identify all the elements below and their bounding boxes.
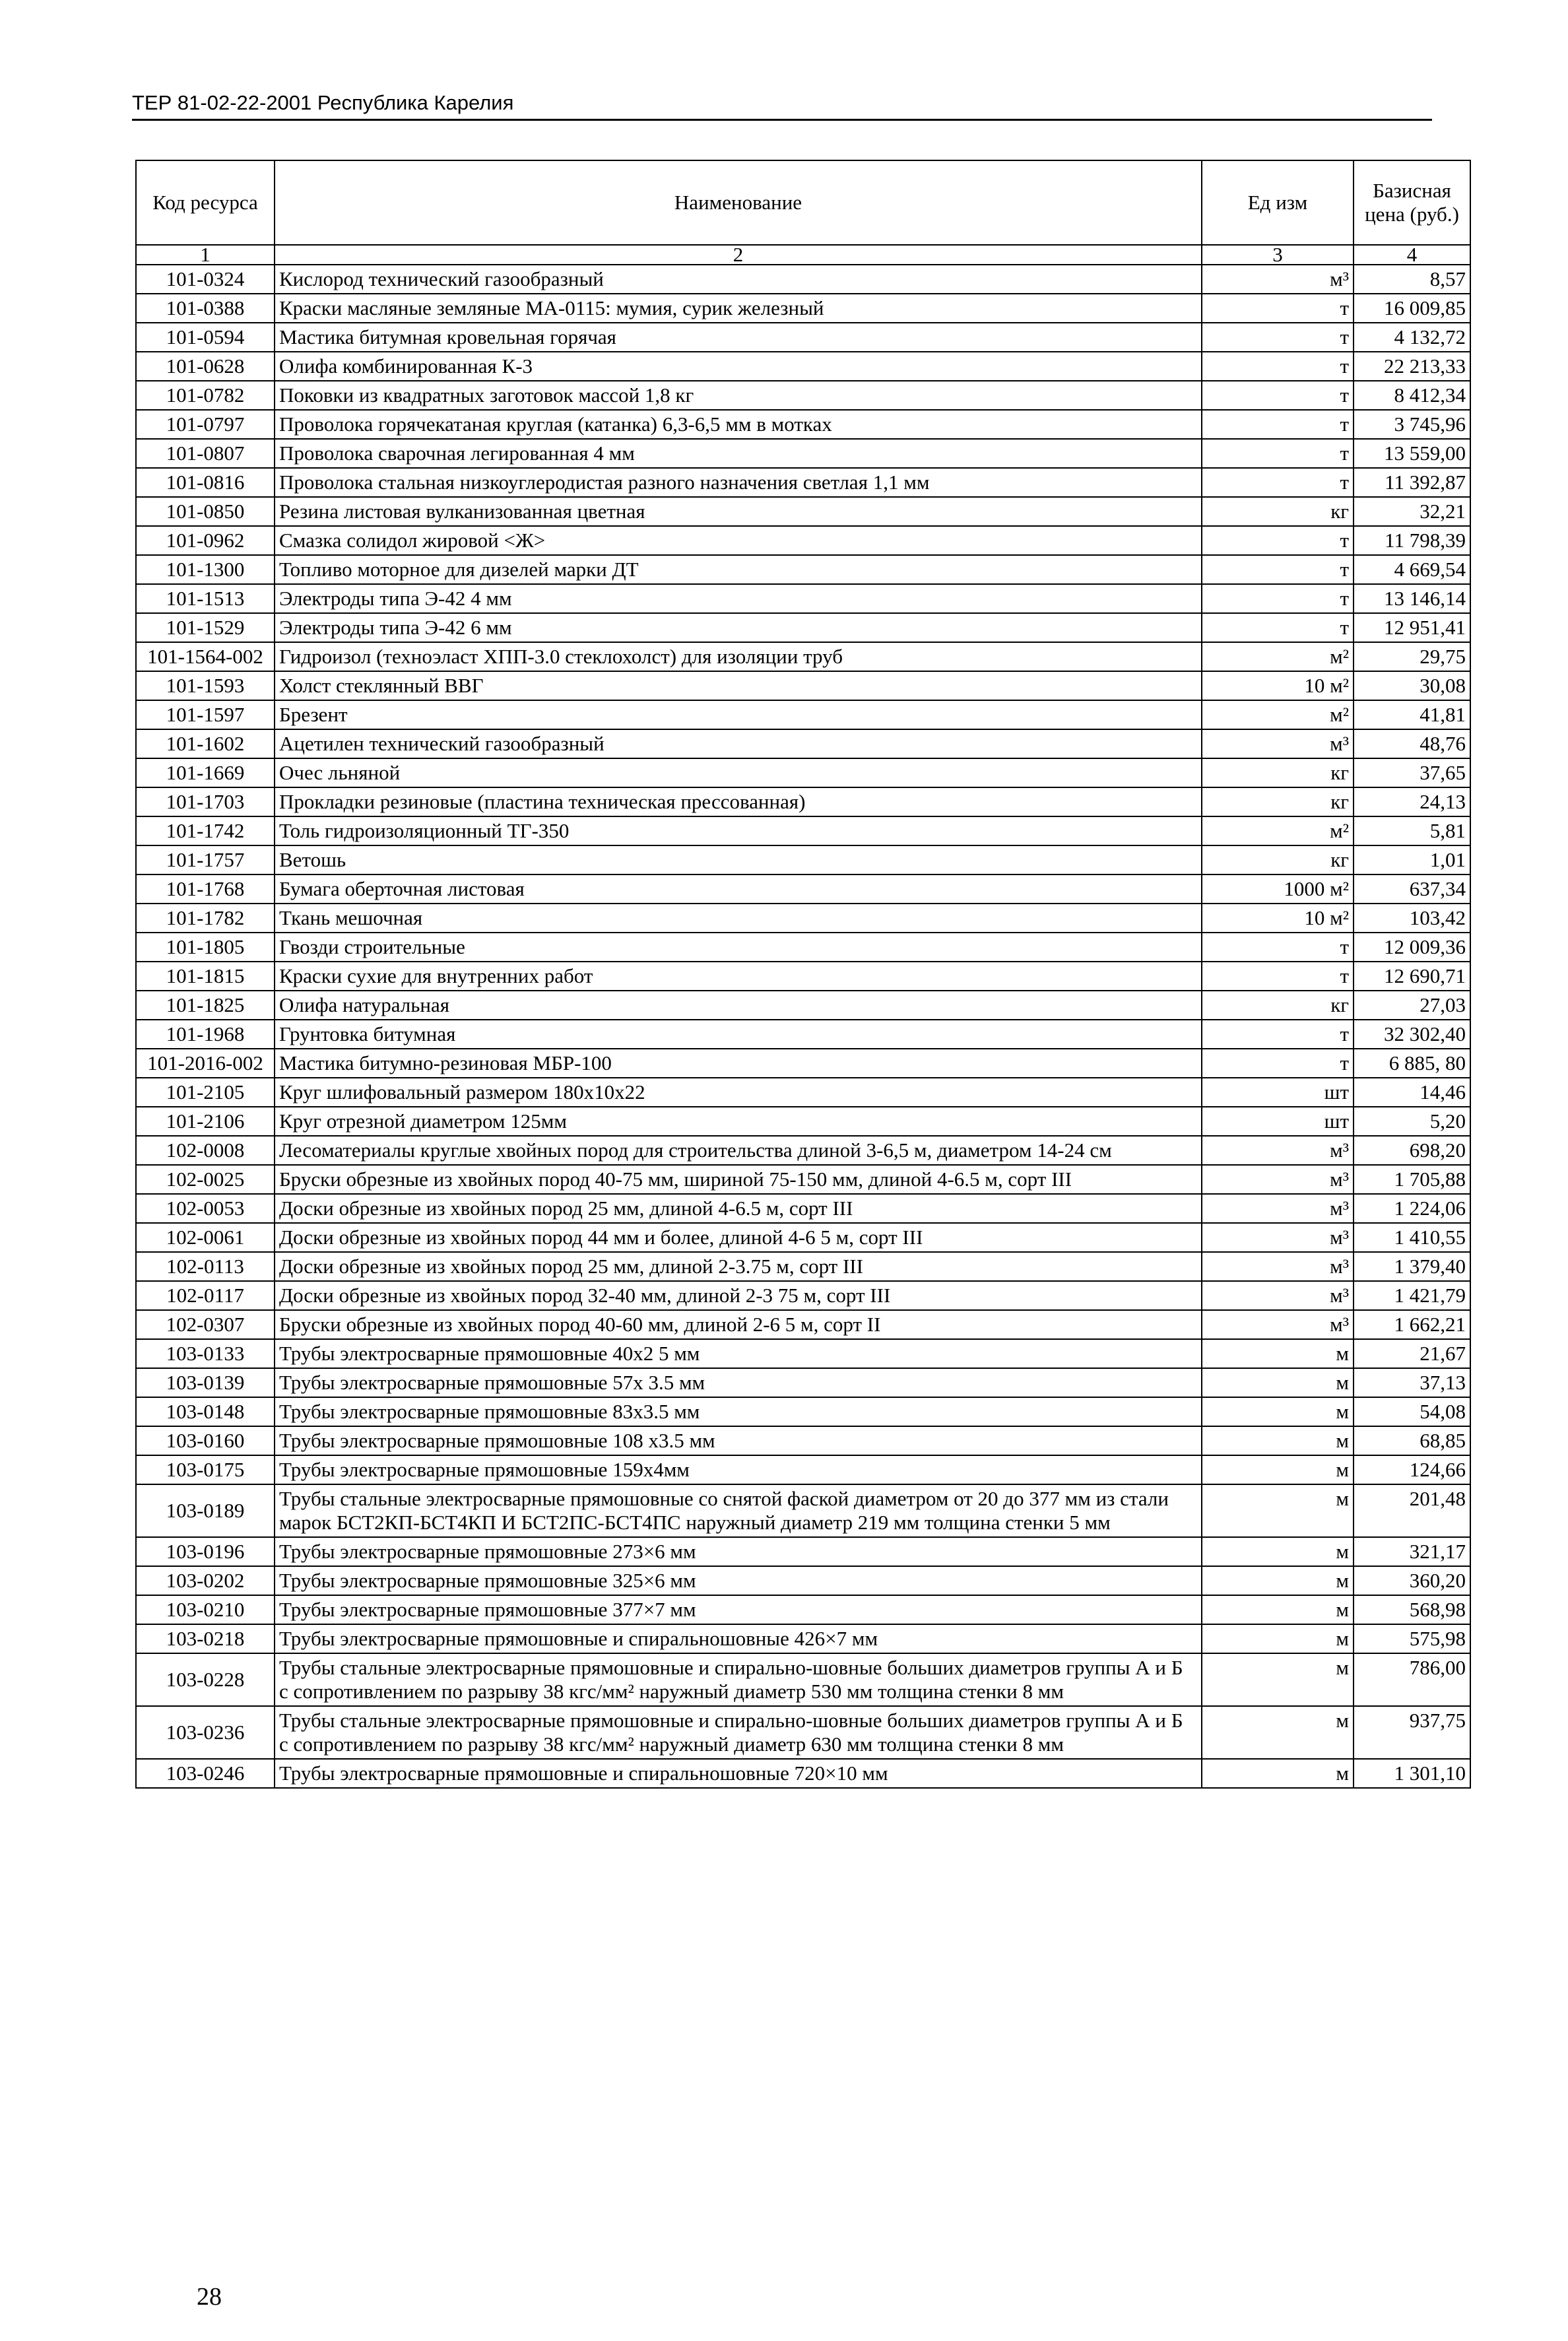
resource-name: Бумага оберточная листовая: [275, 874, 1202, 904]
table-row: [136, 1537, 1470, 1566]
resource-code: 101-1669: [136, 758, 275, 787]
resource-code: 101-0324: [136, 265, 275, 294]
table-row: [136, 1339, 1470, 1368]
resource-unit: т: [1202, 1049, 1354, 1078]
resource-code: 101-1757: [136, 845, 275, 874]
table-row: [136, 1049, 1470, 1078]
resource-code: 101-1593: [136, 671, 275, 700]
resource-name: Бруски обрезные из хвойных пород 40-75 мм, шириной 75-150 мм, длиной 4-6.5 м, сорт III: [275, 1165, 1202, 1194]
resource-unit: кг: [1202, 991, 1354, 1020]
resource-unit: м²: [1202, 642, 1354, 671]
table-row: [136, 497, 1470, 526]
resource-price: 21,67: [1354, 1339, 1470, 1368]
resource-code: 101-1742: [136, 816, 275, 845]
resource-name: Доски обрезные из хвойных пород 25 мм, длиной 4-6.5 м, сорт III: [275, 1194, 1202, 1223]
resource-code: 101-0628: [136, 352, 275, 381]
resource-name: Трубы электросварные прямошовные 83x3.5 мм: [275, 1397, 1202, 1426]
resource-price: 575,98: [1354, 1624, 1470, 1653]
resource-code: 103-0175: [136, 1455, 275, 1484]
resource-price: 1,01: [1354, 845, 1470, 874]
resource-code: 101-0850: [136, 497, 275, 526]
resource-code: 103-0236: [136, 1706, 275, 1759]
resource-price: 637,34: [1354, 874, 1470, 904]
resource-unit: т: [1202, 352, 1354, 381]
table-row: [136, 1566, 1470, 1595]
resource-unit: м: [1202, 1484, 1354, 1537]
table-row: [136, 265, 1470, 294]
table-row: [136, 1759, 1470, 1788]
column-number: 1: [136, 245, 275, 265]
resource-price: 698,20: [1354, 1136, 1470, 1165]
resource-name: Краски масляные земляные МА-0115: мумия, сурик железный: [275, 294, 1202, 323]
resource-code: 102-0113: [136, 1252, 275, 1281]
page-number: 28: [197, 2283, 222, 2311]
resource-code: 101-0816: [136, 468, 275, 497]
table-row: [136, 1020, 1470, 1049]
table-row: [136, 468, 1470, 497]
table-row: [136, 933, 1470, 962]
resource-price: 1 421,79: [1354, 1281, 1470, 1310]
resource-code: 101-1825: [136, 991, 275, 1020]
resource-name: Смазка солидол жировой <Ж>: [275, 526, 1202, 555]
resource-unit: т: [1202, 439, 1354, 468]
table-row: [136, 758, 1470, 787]
column-number: 2: [275, 245, 1202, 265]
resource-unit: т: [1202, 613, 1354, 642]
resource-name: Топливо моторное для дизелей марки ДТ: [275, 555, 1202, 584]
table-row: [136, 729, 1470, 758]
resource-code: 103-0246: [136, 1759, 275, 1788]
resource-name: Мастика битумно-резиновая МБР-100: [275, 1049, 1202, 1078]
table-row: [136, 555, 1470, 584]
table-row: [136, 787, 1470, 816]
resource-unit: кг: [1202, 787, 1354, 816]
resource-code: 102-0053: [136, 1194, 275, 1223]
resource-name: Электроды типа Э-42 4 мм: [275, 584, 1202, 613]
resource-name: Трубы электросварные прямошовные 325×6 мм: [275, 1566, 1202, 1595]
resource-code: 103-0218: [136, 1624, 275, 1653]
table-row: [136, 1484, 1470, 1537]
resource-name: Прокладки резиновые (пластина техническая прессованная): [275, 787, 1202, 816]
resource-name: Проволока горячекатаная круглая (катанка) 6,3-6,5 мм в мотках: [275, 410, 1202, 439]
resource-name: Проволока сварочная легированная 4 мм: [275, 439, 1202, 468]
resource-name: Олифа натуральная: [275, 991, 1202, 1020]
resource-price: 41,81: [1354, 700, 1470, 729]
table-row: [136, 1194, 1470, 1223]
resource-code: 101-1602: [136, 729, 275, 758]
table-row: [136, 381, 1470, 410]
column-header-price: Базисная цена (руб.): [1354, 160, 1470, 245]
resource-unit: т: [1202, 584, 1354, 613]
resource-unit: шт: [1202, 1078, 1354, 1107]
resource-code: 103-0196: [136, 1537, 275, 1566]
resource-price: 786,00: [1354, 1653, 1470, 1706]
resource-code: 101-0594: [136, 323, 275, 352]
resource-code: 101-1529: [136, 613, 275, 642]
resource-name: Резина листовая вулканизованная цветная: [275, 497, 1202, 526]
resource-code: 102-0025: [136, 1165, 275, 1194]
resource-name: Доски обрезные из хвойных пород 25 мм, длиной 2-3.75 м, сорт III: [275, 1252, 1202, 1281]
resource-code: 101-1815: [136, 962, 275, 991]
resource-unit: 10 м²: [1202, 904, 1354, 933]
resource-code: 103-0189: [136, 1484, 275, 1537]
resource-unit: м²: [1202, 816, 1354, 845]
resource-code: 101-1805: [136, 933, 275, 962]
resource-unit: м: [1202, 1566, 1354, 1595]
table-row: [136, 1078, 1470, 1107]
resource-price: 12 951,41: [1354, 613, 1470, 642]
resource-price: 124,66: [1354, 1455, 1470, 1484]
resource-unit: м: [1202, 1653, 1354, 1706]
resource-code: 103-0148: [136, 1397, 275, 1426]
resource-code: 102-0117: [136, 1281, 275, 1310]
resource-name: Трубы стальные электросварные прямошовные и спирально-шовные больших диаметров группы А и Б с сопротивлением по разрыву 38 кгс/мм² наружный диаметр 530 мм толщина стенки 8 мм: [275, 1653, 1202, 1706]
resource-name: Толь гидроизоляционный ТГ-350: [275, 816, 1202, 845]
resource-name: Ветошь: [275, 845, 1202, 874]
resource-unit: т: [1202, 933, 1354, 962]
resource-unit: м²: [1202, 700, 1354, 729]
resource-code: 101-0807: [136, 439, 275, 468]
table-row: [136, 1455, 1470, 1484]
resource-price: 68,85: [1354, 1426, 1470, 1455]
resource-name: Проволока стальная низкоуглеродистая разного назначения светлая 1,1 мм: [275, 468, 1202, 497]
resource-price: 27,03: [1354, 991, 1470, 1020]
resource-unit: м: [1202, 1537, 1354, 1566]
table-row: [136, 1281, 1470, 1310]
resource-unit: кг: [1202, 497, 1354, 526]
resource-name: Ткань мешочная: [275, 904, 1202, 933]
resource-unit: м³: [1202, 1310, 1354, 1339]
resource-code: 101-1597: [136, 700, 275, 729]
table-row: [136, 642, 1470, 671]
column-header-unit: Ед изм: [1202, 160, 1354, 245]
resource-price: 1 662,21: [1354, 1310, 1470, 1339]
resource-price: 13 146,14: [1354, 584, 1470, 613]
resource-code: 103-0202: [136, 1566, 275, 1595]
resource-price: 37,13: [1354, 1368, 1470, 1397]
resource-price: 13 559,00: [1354, 439, 1470, 468]
resource-name: Поковки из квадратных заготовок массой 1,8 кг: [275, 381, 1202, 410]
resource-price: 24,13: [1354, 787, 1470, 816]
table-row: [136, 1397, 1470, 1426]
resource-price: 201,48: [1354, 1484, 1470, 1537]
resource-name: Гидроизол (техноэласт ХПП-3.0 стеклохолст) для изоляции труб: [275, 642, 1202, 671]
resource-unit: т: [1202, 381, 1354, 410]
resource-code: 101-0797: [136, 410, 275, 439]
table-row: [136, 1595, 1470, 1624]
table-row: [136, 323, 1470, 352]
resource-unit: т: [1202, 555, 1354, 584]
resource-name: Круг отрезной диаметром 125мм: [275, 1107, 1202, 1136]
table-row: [136, 991, 1470, 1020]
table-row: [136, 1310, 1470, 1339]
resource-unit: м: [1202, 1339, 1354, 1368]
resource-unit: м: [1202, 1455, 1354, 1484]
resource-name: Трубы электросварные прямошовные 108 x3.5 мм: [275, 1426, 1202, 1455]
resource-price: 1 379,40: [1354, 1252, 1470, 1281]
resource-name: Лесоматериалы круглые хвойных пород для строительства длиной 3-6,5 м, диаметром 14-24 см: [275, 1136, 1202, 1165]
resource-price: 321,17: [1354, 1537, 1470, 1566]
column-number-row: [136, 245, 1470, 265]
resource-code: 101-2105: [136, 1078, 275, 1107]
table-row: [136, 1706, 1470, 1759]
table-row: [136, 1624, 1470, 1653]
resource-name: Кислород технический газообразный: [275, 265, 1202, 294]
resource-unit: т: [1202, 962, 1354, 991]
resource-price: 8,57: [1354, 265, 1470, 294]
resource-name: Очес льняной: [275, 758, 1202, 787]
table-row: [136, 962, 1470, 991]
resource-price: 1 224,06: [1354, 1194, 1470, 1223]
resource-unit: шт: [1202, 1107, 1354, 1136]
resource-price: 1 705,88: [1354, 1165, 1470, 1194]
resource-price: 4 132,72: [1354, 323, 1470, 352]
table-row: [136, 1653, 1470, 1706]
resource-code: 102-0008: [136, 1136, 275, 1165]
table-row: [136, 613, 1470, 642]
resource-price: 3 745,96: [1354, 410, 1470, 439]
resource-name: Ацетилен технический газообразный: [275, 729, 1202, 758]
resource-price: 12 009,36: [1354, 933, 1470, 962]
table-row: [136, 671, 1470, 700]
resource-unit: м³: [1202, 1281, 1354, 1310]
resource-name: Трубы электросварные прямошовные и спиральношовные 720×10 мм: [275, 1759, 1202, 1788]
resource-name: Гвозди строительные: [275, 933, 1202, 962]
resource-code: 103-0139: [136, 1368, 275, 1397]
resource-name: Электроды типа Э-42 6 мм: [275, 613, 1202, 642]
table-row: [136, 410, 1470, 439]
table-row: [136, 845, 1470, 874]
resource-code: 102-0307: [136, 1310, 275, 1339]
resource-code: 101-1513: [136, 584, 275, 613]
resource-price: 937,75: [1354, 1706, 1470, 1759]
resource-unit: т: [1202, 526, 1354, 555]
table-row: [136, 700, 1470, 729]
document-header: ТЕР 81-02-22-2001 Республика Карелия: [132, 91, 1432, 121]
resource-unit: кг: [1202, 845, 1354, 874]
resource-price: 11 798,39: [1354, 526, 1470, 555]
resource-code: 102-0061: [136, 1223, 275, 1252]
resource-code: 101-1300: [136, 555, 275, 584]
resource-price: 360,20: [1354, 1566, 1470, 1595]
resource-name: Краски сухие для внутренних работ: [275, 962, 1202, 991]
resource-code: 101-0388: [136, 294, 275, 323]
resource-code: 103-0133: [136, 1339, 275, 1368]
resource-code: 101-1782: [136, 904, 275, 933]
resource-price: 12 690,71: [1354, 962, 1470, 991]
resource-unit: м: [1202, 1759, 1354, 1788]
column-header-name: Наименование: [275, 160, 1202, 245]
table-row: [136, 874, 1470, 904]
resource-unit: м³: [1202, 1165, 1354, 1194]
resource-price: 48,76: [1354, 729, 1470, 758]
resource-unit: м³: [1202, 1252, 1354, 1281]
resource-unit: м³: [1202, 265, 1354, 294]
column-header-code: Код ресурса: [136, 160, 275, 245]
resource-name: Доски обрезные из хвойных пород 44 мм и более, длиной 4-6 5 м, сорт III: [275, 1223, 1202, 1252]
resource-price: 54,08: [1354, 1397, 1470, 1426]
resource-unit: т: [1202, 468, 1354, 497]
resource-unit: м: [1202, 1426, 1354, 1455]
resource-price: 1 301,10: [1354, 1759, 1470, 1788]
resource-price: 22 213,33: [1354, 352, 1470, 381]
column-number: 3: [1202, 245, 1354, 265]
resource-price: 32,21: [1354, 497, 1470, 526]
table-row: [136, 352, 1470, 381]
resource-code: 101-2016-002: [136, 1049, 275, 1078]
resource-price: 103,42: [1354, 904, 1470, 933]
resource-price: 6 885, 80: [1354, 1049, 1470, 1078]
table-row: [136, 904, 1470, 933]
resource-code: 101-1768: [136, 874, 275, 904]
resource-price: 11 392,87: [1354, 468, 1470, 497]
resource-code: 103-0210: [136, 1595, 275, 1624]
resource-price: 568,98: [1354, 1595, 1470, 1624]
table-row: [136, 1426, 1470, 1455]
resource-unit: м: [1202, 1595, 1354, 1624]
resource-price: 30,08: [1354, 671, 1470, 700]
table-row: [136, 439, 1470, 468]
table-row: [136, 294, 1470, 323]
resource-price: 1 410,55: [1354, 1223, 1470, 1252]
resource-unit: м³: [1202, 729, 1354, 758]
resource-name: Трубы электросварные прямошовные 273×6 мм: [275, 1537, 1202, 1566]
resource-name: Трубы стальные электросварные прямошовные со снятой фаской диаметром от 20 до 377 мм из стали марок БСТ2КП-БСТ4КП И БСТ2ПС-БСТ4ПС наружный диаметр 219 мм толщина стенки 5 мм: [275, 1484, 1202, 1537]
table-body: [136, 265, 1470, 1788]
resource-unit: м³: [1202, 1136, 1354, 1165]
resource-name: Доски обрезные из хвойных пород 32-40 мм, длиной 2-3 75 м, сорт III: [275, 1281, 1202, 1310]
resource-name: Трубы электросварные прямошовные 377×7 мм: [275, 1595, 1202, 1624]
resource-name: Круг шлифовальный размером 180x10x22: [275, 1078, 1202, 1107]
resource-name: Трубы электросварные прямошовные 159x4мм: [275, 1455, 1202, 1484]
resource-unit: 10 м²: [1202, 671, 1354, 700]
resource-name: Олифа комбинированная К-3: [275, 352, 1202, 381]
resource-code: 101-0782: [136, 381, 275, 410]
resource-name: Трубы электросварные прямошовные 40x2 5 мм: [275, 1339, 1202, 1368]
table-row: [136, 1252, 1470, 1281]
resource-price: 5,81: [1354, 816, 1470, 845]
table-row: [136, 816, 1470, 845]
resource-unit: м³: [1202, 1223, 1354, 1252]
resource-code: 101-1703: [136, 787, 275, 816]
table-row: [136, 584, 1470, 613]
resource-code: 101-1564-002: [136, 642, 275, 671]
resource-unit: м: [1202, 1706, 1354, 1759]
resource-unit: м: [1202, 1368, 1354, 1397]
resource-price: 5,20: [1354, 1107, 1470, 1136]
resource-price: 32 302,40: [1354, 1020, 1470, 1049]
resource-name: Мастика битумная кровельная горячая: [275, 323, 1202, 352]
resource-code: 101-2106: [136, 1107, 275, 1136]
resource-unit: т: [1202, 323, 1354, 352]
resource-price: 16 009,85: [1354, 294, 1470, 323]
resource-price: 8 412,34: [1354, 381, 1470, 410]
column-number: 4: [1354, 245, 1470, 265]
resource-name: Трубы электросварные прямошовные и спиральношовные 426×7 мм: [275, 1624, 1202, 1653]
table-row: [136, 1136, 1470, 1165]
resource-price: 29,75: [1354, 642, 1470, 671]
resource-name: Холст стеклянный ВВГ: [275, 671, 1202, 700]
table-row: [136, 526, 1470, 555]
resource-unit: т: [1202, 294, 1354, 323]
resource-unit: кг: [1202, 758, 1354, 787]
resource-unit: 1000 м²: [1202, 874, 1354, 904]
resource-code: 101-1968: [136, 1020, 275, 1049]
resource-price: 4 669,54: [1354, 555, 1470, 584]
resource-code: 103-0228: [136, 1653, 275, 1706]
resource-unit: т: [1202, 410, 1354, 439]
resource-name: Брезент: [275, 700, 1202, 729]
resource-price-table: [135, 160, 1471, 1789]
resource-code: 101-0962: [136, 526, 275, 555]
resource-unit: м³: [1202, 1194, 1354, 1223]
resource-name: Трубы стальные электросварные прямошовные и спирально-шовные больших диаметров группы А и Б с сопротивлением по разрыву 38 кгс/мм² наружный диаметр 630 мм толщина стенки 8 мм: [275, 1706, 1202, 1759]
table-row: [136, 1165, 1470, 1194]
resource-unit: т: [1202, 1020, 1354, 1049]
resource-code: 103-0160: [136, 1426, 275, 1455]
resource-price: 37,65: [1354, 758, 1470, 787]
resource-name: Грунтовка битумная: [275, 1020, 1202, 1049]
resource-price: 14,46: [1354, 1078, 1470, 1107]
table-row: [136, 1223, 1470, 1252]
resource-name: Бруски обрезные из хвойных пород 40-60 мм, длиной 2-6 5 м, сорт II: [275, 1310, 1202, 1339]
resource-unit: м: [1202, 1624, 1354, 1653]
table-row: [136, 1107, 1470, 1136]
resource-name: Трубы электросварные прямошовные 57x 3.5 мм: [275, 1368, 1202, 1397]
resource-unit: м: [1202, 1397, 1354, 1426]
table-row: [136, 1368, 1470, 1397]
table-header-row: [136, 160, 1470, 245]
